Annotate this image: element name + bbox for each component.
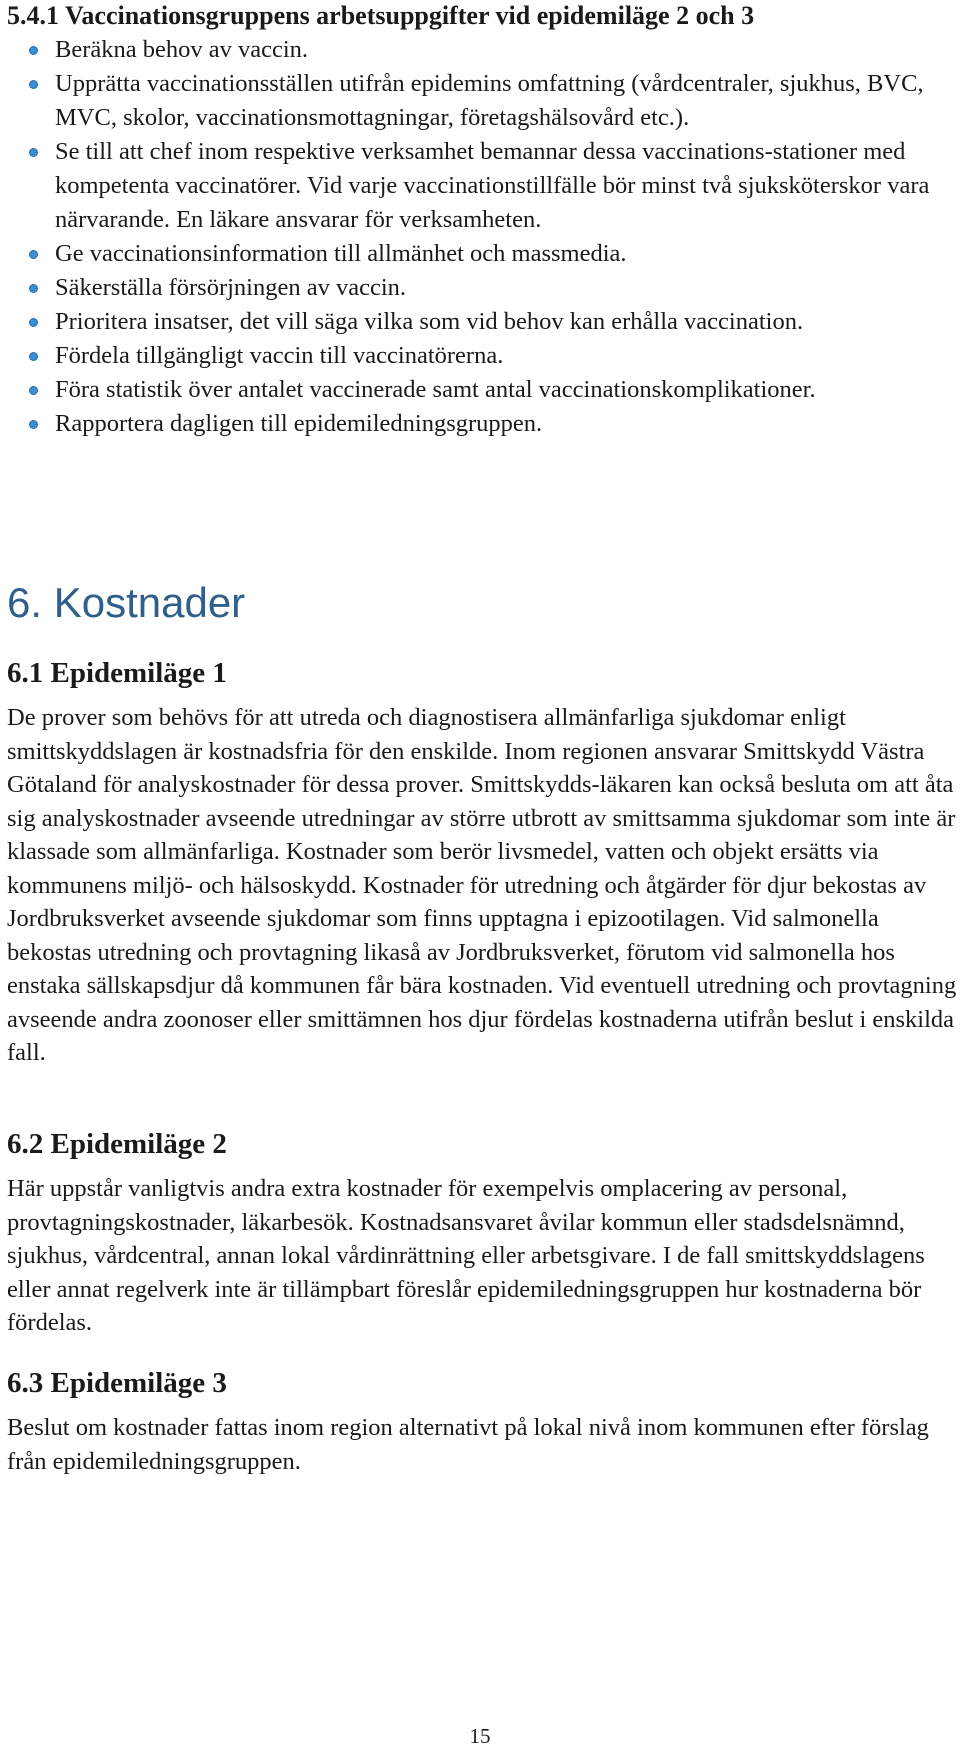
section-6-1-paragraph: De prover som behövs för att utreda och diagnostisera allmänfarliga sjukdomar enligt smittskyddslagen är kostnadsfria för den enskilde. Inom regionen ansvarar Smittskydd Västra Götaland för analyskostnader för dessa prover. Smittskydds-läkaren kan också besluta om att åta sig analyskostnader avseende utredningar av större utbrott av smittsamma sjukdomar som inte är klassade som allmänfarliga. Kostnader som berör livsmedel, vatten och objekt ersätts via kommunens miljö- och hälsoskydd. Kostnader för utredning och åtgärder för djur bekostas av Jordbruksverket avseende sjukdomar som finns upptagna i epizootilagen. Vid salmonella bekostas utredning och provtagning likaså av Jordbruksverket, förutom vid salmonella hos enstaka sällskapsdjur då kommunen får bära kostnaden. Vid eventuell utredning och provtagning avseende andra zoonoser eller smittämnen hos djur fördelas kostnaderna utifrån beslut i enskilda fall.	[7, 704, 957, 1066]
list-item-text: Säkerställa försörjningen av vaccin.	[55, 274, 407, 301]
bullet-icon	[29, 46, 38, 55]
section-heading-6-2: 6.2 Epidemiläge 2	[7, 1128, 227, 1160]
task-list	[0, 33, 960, 441]
bullet-icon	[29, 250, 38, 259]
list-item-text: Beräkna behov av vaccin.	[55, 36, 309, 63]
list-item-text: Fördela tillgängligt vaccin till vaccinatörerna.	[55, 342, 504, 369]
chapter-heading-kostnader: 6. Kostnader	[7, 579, 246, 626]
bullet-icon	[29, 318, 38, 327]
list-item	[0, 67, 960, 135]
bullet-icon	[29, 148, 38, 157]
list-item	[0, 373, 960, 407]
section-heading-5-4-1: 5.4.1 Vaccinationsgruppens arbetsuppgifter vid epidemiläge 2 och 3	[7, 1, 755, 30]
bullet-icon	[29, 284, 38, 293]
list-item	[0, 305, 960, 339]
list-item-text: Rapportera dagligen till epidemiledningsgruppen.	[55, 410, 543, 437]
bullet-icon	[29, 420, 38, 429]
list-item	[0, 33, 960, 67]
bullet-icon	[29, 352, 38, 361]
list-item-text: Upprätta vaccinationsställen utifrån epidemins omfattning (vårdcentraler, sjukhus, BVC, MVC, skolor, vaccinationsmottagningar, företagshälsovård etc.).	[55, 70, 924, 131]
list-item	[0, 135, 960, 237]
section-6-3-paragraph: Beslut om kostnader fattas inom region alternativt på lokal nivå inom kommunen efter förslag från epidemiledningsgruppen.	[7, 1414, 929, 1475]
section-heading-6-3: 6.3 Epidemiläge 3	[7, 1367, 227, 1399]
section-6-2-paragraph: Här uppstår vanligtvis andra extra kostnader för exempelvis omplacering av personal, provtagningskostnader, läkarbesök. Kostnadsansvaret åvilar kommun eller stadsdelsnämnd, sjukhus, vårdcentral, annan lokal vårdinrättning eller arbetsgivare. I de fall smittskyddslagens eller annat regelverk inte är tillämpbart föreslår epidemiledningsgruppen hur kostnaderna bör fördelas.	[7, 1175, 925, 1336]
list-item	[0, 339, 960, 373]
list-item	[0, 407, 960, 441]
list-item-text: Prioritera insatser, det vill säga vilka som vid behov kan erhålla vaccination.	[55, 308, 804, 335]
bullet-icon	[29, 80, 38, 89]
page-number: 15	[469, 1724, 491, 1748]
list-item	[0, 237, 960, 271]
list-item-text: Ge vaccinationsinformation till allmänhet och massmedia.	[55, 240, 627, 267]
section-heading-6-1: 6.1 Epidemiläge 1	[7, 657, 227, 689]
list-item	[0, 271, 960, 305]
list-item-text: Se till att chef inom respektive verksamhet bemannar dessa vaccinations-stationer med kompetenta vaccinatörer. Vid varje vaccinationstillfälle bör minst två sjuksköterskor vara närvarande. En läkare ansvarar för verksamheten.	[55, 138, 930, 233]
list-item-text: Föra statistik över antalet vaccinerade samt antal vaccinationskomplikationer.	[55, 376, 816, 403]
bullet-icon	[29, 386, 38, 395]
